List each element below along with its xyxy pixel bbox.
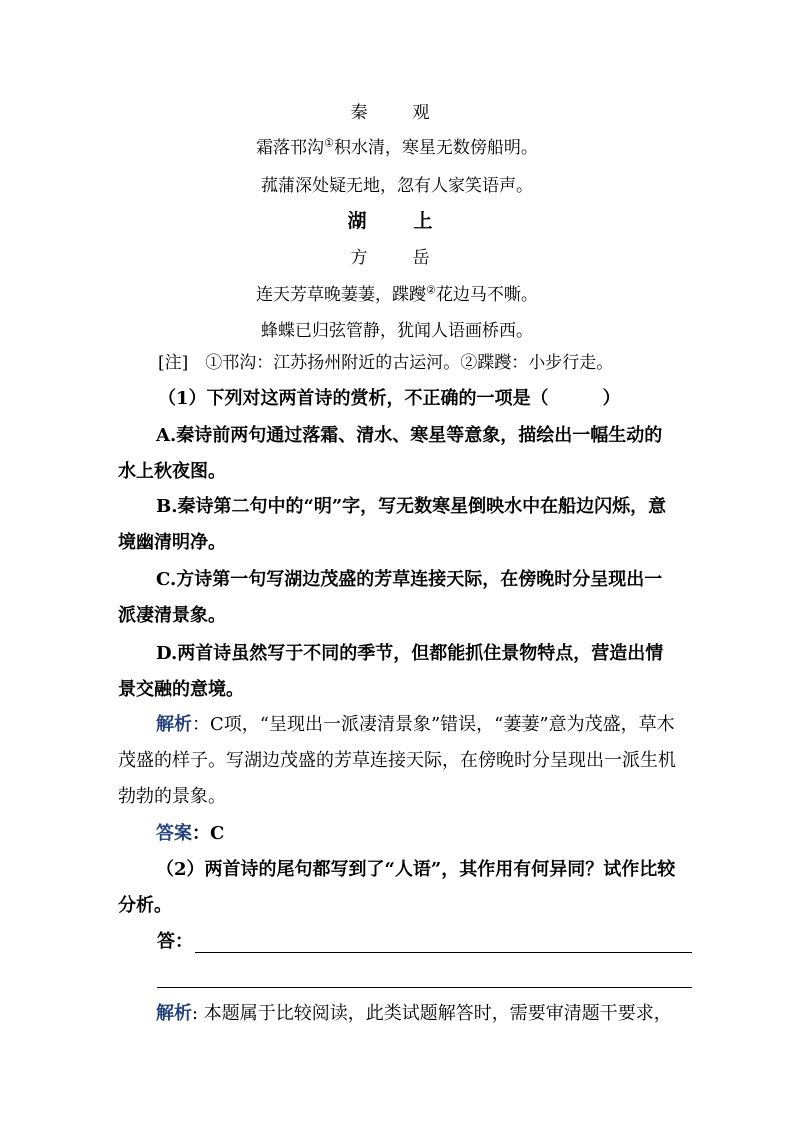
poem2-footnote-marker: ② [426,283,436,297]
question2-stem: （2）两首诗的尾句都写到了“人语”，其作用有何异同？试作比较分析。 [118,859,676,916]
question1-stem: （1）下列对这两首诗的赏析，不正确的一项是（ ） [158,388,621,409]
question1-option-c: C.方诗第一句写湖边茂盛的芳草连接天际，在傍晚时分呈现出一派凄清景象。 [118,569,663,626]
poem1-footnote-marker: ① [324,136,334,150]
analysis-text: ：C项，“呈现出一派凄清景象”错误，“萋萋”意为茂盛，草木茂盛的样子。写湖边茂盛的芳草连接天际，在傍晚时分呈现出一派生机勃勃的景象。 [118,714,676,807]
poem1-line1 [0,133,794,158]
question1-option-b: B.秦诗第二句中的“明”字，写无数寒星倒映水中在船边闪烁，意境幽清明净。 [118,496,667,553]
poem1-line1-part1: 霜落邗沟 [256,138,325,158]
question1-answer [118,816,680,852]
poem2-author: 方 岳 [350,248,444,268]
poem2-line1 [0,280,794,305]
footnote: [注] ①邗沟：江苏扬州附近的古运河。②蹀躞：小步行走。 [158,353,614,373]
question1-option-d: D.两首诗虽然写于不同的季节，但都能抓住景物特点，营造出情景交融的意境。 [118,643,664,700]
question2-answer-prompt: 答： [157,931,193,952]
answer-label: 答案 [156,823,192,844]
answer-text: ：C [192,823,225,844]
analysis-label: 解析 [156,714,192,735]
analysis-label-2: 解析 [156,1003,192,1024]
answer-line-2[interactable] [157,987,692,988]
analysis-text-2: : 本题属于比较阅读，此类试题解答时，需要审清题干要求， [192,1003,672,1024]
poem1-line1-part2: 积水清，寒星无数傍船明。 [333,138,538,158]
poem1-line2: 菰蒲深处疑无地，忽有人家笑语声。 [261,176,533,196]
poem2-line1-part2: 花边马不嘶。 [435,285,538,305]
poem2-title: 湖 上 [347,210,447,232]
question1-option-a: A.秦诗前两句通过落霜、清水、寒星等意象，描绘出一幅生动的水上秋夜图。 [118,425,663,482]
poem2-line2: 蜂蝶已归弦管静，犹闻人语画桥西。 [261,321,533,341]
poem1-author: 秦 观 [350,103,444,123]
poem2-line1-part1: 连天芳草晚萋萋，蹀躞 [256,285,427,305]
question2-analysis [118,996,680,1032]
question1-analysis [118,707,680,815]
answer-line-1[interactable] [195,952,692,953]
